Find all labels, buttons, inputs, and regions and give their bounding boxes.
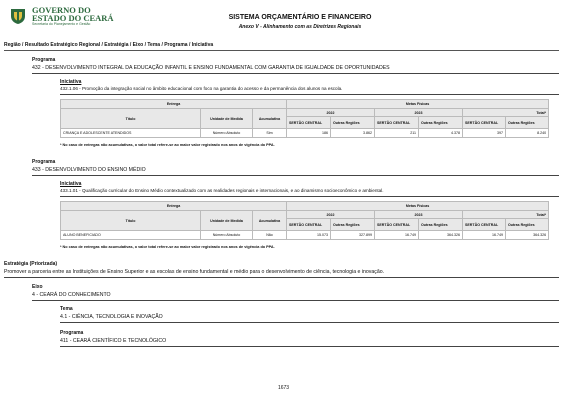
deliverables-table [60,99,549,138]
logo-text-line2: ESTADO DO CEARÁ [32,13,114,23]
header-sertao-central: SERTÃO CENTRAL [375,117,419,129]
header-year-2023: 2023 [375,211,463,219]
header-sertao-central: SERTÃO CENTRAL [463,219,506,231]
header-year-2022: 2022 [287,211,375,219]
header-total: Total* [463,211,549,219]
header-outras-regioes: Outras Regiões [506,117,549,129]
initiative-value: 433.1.01 - Qualificação curricular do Ensino Médio contextualizado com as realidades regionais e internacionais, e ao dinamismo socioeconômico e ambiental. [60,188,384,193]
table-row [61,231,549,240]
header-metas-fisicas: Metas Físicas [287,100,549,109]
system-title: SISTEMA ORÇAMENTÁRIO E FINANCEIRO [228,14,372,21]
axis-label: Eixo [32,284,43,290]
government-logo [8,5,114,33]
program-value: 411 - CEARÁ CIENTÍFICO E TECNOLÓGICO [60,338,167,344]
annex-subtitle: Anexo V - Alinhamento com as Diretrizes Regionais [238,24,362,30]
program-label: Programa [32,159,56,165]
cell-value: 397 [463,129,506,138]
header-outras-regioes: Outras Regiões [331,219,375,231]
header-sertao-central: SERTÃO CENTRAL [463,117,506,129]
header-sertao-central: SERTÃO CENTRAL [287,117,331,129]
divider [4,50,559,51]
divider [60,346,559,347]
theme-value: 4.1 - CIÊNCIA, TECNOLOGIA E INOVAÇÃO [60,314,163,320]
cell-value: 186 [287,129,331,138]
header-titulo: Título [61,109,201,129]
program-value: 433 - DESENVOLVIMENTO DO ENSINO MÉDIO [32,167,146,173]
cell-value: 16.749 [375,231,419,240]
divider [32,175,559,176]
logo-text-line3: Secretaria do Planejamento e Gestão [32,22,91,26]
header-titulo: Título [61,211,201,231]
table-footnote: * No caso de entregas não acumulativas, o valor total refere-se ao maior valor registrado nos anos de vigência do PPA. [60,245,275,249]
page-number: 1673 [277,385,290,391]
cell-value: 15.073 [287,231,331,240]
header-metas-fisicas: Metas Físicas [287,202,549,211]
header-unidade: Unidade de Medida [201,109,253,129]
strategy-label: Estratégia (Priorizada) [4,261,58,267]
cell-value: 211 [375,129,419,138]
cell-value: 16.749 [463,231,506,240]
cell-value: 327.899 [331,231,375,240]
cell-unidade: Número Absoluto [201,129,253,138]
divider [60,322,559,323]
header-unidade: Unidade de Medida [201,211,253,231]
initiative-value: 432.1.06 - Promoção da integração social no âmbito educacional com foco na garantia do acesso e da permanência dos alunos na escola. [60,86,343,91]
strategy-value: Promover a parceria entre as Instituições de Ensino Superior e as escolas de ensino fundamental e médio para o desenvolvimento de ciência, tecnologia e inovação. [4,269,385,275]
divider [60,196,559,197]
page-header [0,0,567,36]
cell-acumulativa: Sim [253,129,287,138]
cell-value: 364.326 [419,231,463,240]
divider [32,300,559,301]
initiative-label: Iniciativa [60,181,82,187]
cell-unidade: Número Absoluto [201,231,253,240]
cell-acumulativa: Não [253,231,287,240]
theme-label: Tema [60,306,73,312]
header-sertao-central: SERTÃO CENTRAL [375,219,419,231]
program-label: Programa [60,330,84,336]
initiative-label: Iniciativa [60,79,82,85]
cell-value: 8.240 [506,129,549,138]
cell-titulo: CRIANÇA E ADOLESCENTE ATENDIDOS [61,129,201,138]
divider [60,94,559,95]
header-outras-regioes: Outras Regiões [419,117,463,129]
header-acumulativa: Acumulativa [253,109,287,129]
divider [32,73,559,74]
header-entrega: Entrega [61,202,287,211]
cell-value: 364.326 [506,231,549,240]
program-value: 432 - DESENVOLVIMENTO INTEGRAL DA EDUCAÇÃO INFANTIL E ENSINO FUNDAMENTAL COM GARANTIA DE IGUALDADE DE OPORTUNIDADES [32,65,390,71]
cell-titulo: ALUNO BENEFICIADO [61,231,201,240]
divider [4,277,559,278]
header-outras-regioes: Outras Regiões [331,117,375,129]
table-row [61,129,549,138]
header-total: Total* [463,109,549,117]
header-sertao-central: SERTÃO CENTRAL [287,219,331,231]
deliverables-table [60,201,549,240]
cell-value: 3.862 [331,129,375,138]
ceara-logo-icon [8,6,28,26]
header-outras-regioes: Outras Regiões [419,219,463,231]
header-outras-regioes: Outras Regiões [506,219,549,231]
axis-value: 4 - CEARÁ DO CONHECIMENTO [32,292,111,298]
table-footnote: * No caso de entregas não acumulativas, o valor total refere-se ao maior valor registrado nos anos de vigência do PPA. [60,143,275,147]
header-year-2022: 2022 [287,109,375,117]
program-label: Programa [32,57,56,63]
header-entrega: Entrega [61,100,287,109]
cell-value: 4.378 [419,129,463,138]
hierarchy-heading: Região / Resultado Estratégico Regional / Estratégia / Eixo / Tema / Programa / Iniciativa [4,42,214,48]
header-year-2023: 2023 [375,109,463,117]
header-acumulativa: Acumulativa [253,211,287,231]
logo-text-line1: GOVERNO DO [32,5,91,15]
